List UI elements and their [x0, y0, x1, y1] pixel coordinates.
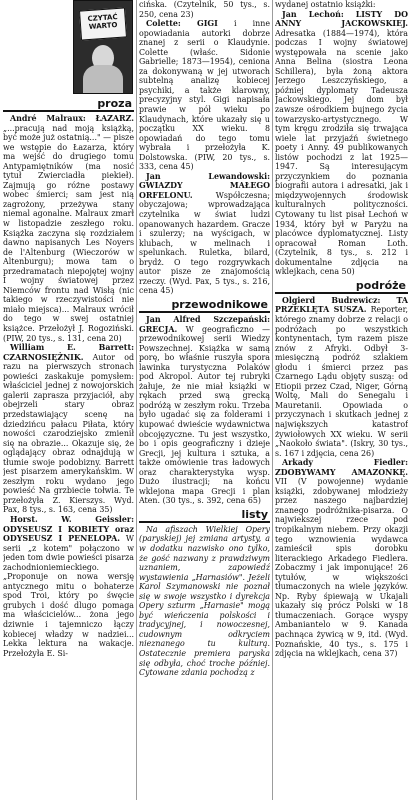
- review-text: Autor od razu na pierwszych stronach powieści zaskakuje pomysłem: właściciel jednej z nowojorskich galerii zaprasza przyjaciół, aby obejrzeli stary obraz przedstawiający scenę na dziedzińcu pałacu Piłata, który nowości czarodziejsko zmienił się na obrazie... Okazuje się, że oglądający obraz odnajdują w tłumie swoje podobizny. Barrett jest pisarzem amerykańskim. W zeszłym roku wydano jego powieść Na grzbiecie tołwia. Te przełożyła Z. Kierszys. Wyd. Pax, 8 tys., s. 163, cena 35): [3, 352, 134, 515]
- column-1: [3, 0, 134, 800]
- book-review: [139, 315, 270, 506]
- czytac-warto-logo: [73, 0, 133, 94]
- review-text: Reporter, którego znamy dobrze z relacji o podróżach po wszystkich kontynentach, tym razem pisze znów z Afryki. Odbył 3-miesięczną podróż szlakiem głodu i śmierci przez pas Czarnego Lądu objęty suszą: od Etiopii przez Czad, Niger, Górną Woltę, Mali do Senegalu i Mauretanii. Opowiada o przyczynach i skutkach jednej z największych katastrof żywiołowych XX wieku. W serii „Naokoło świata". (Iskry, 30 tys., s. 167 i zdjęcia, cena 26): [275, 305, 408, 458]
- review-title: TA PRZEKLĘTA SUSZA.: [275, 295, 408, 315]
- review-text: W serii „z kotem" połączono w jeden tom dwie powieści pisarza zachodnioniemieckiego. „Proponuje on nowa wersję antycznego mitu o bohaterze spod Troi, który po śwęcie grubych i dość dlugo pomaga ma właścicielów... żona jego dziwnie i tajemniczo łączy kobiecej władzy w nadziei... Lekka lektura na wakacje. Przełożyła E. Si-: [3, 534, 134, 658]
- review-author: Arkady Fiedler:: [282, 458, 408, 468]
- review-title: LISTY DO ANNY JACKOWSKIEJ.: [275, 9, 408, 29]
- logo-badge: CZYTAĆ WARTO: [79, 7, 127, 40]
- review-title: GRECJA.: [139, 324, 178, 334]
- review-author: Horst. W. Geissler:: [10, 514, 134, 524]
- review-text: „...pracują nad moją książką, być może już ostatnią..." — pisze we wstępie do Łazarza, który ma wejść do drugiego tomu Antypamiętników (ma nosić tytuł Zwierciadła piekieł). Zajmują go różne postawy wobec śmierci; sam jest nią zagrożony, przeżywa stany niemal agonalne. Malraux zmarł w listopadzie zeszłego roku. Książka zaczyna się rozdziałem dawno napisanych Les Noyers de l'Altenburg (Wieczorów w Altenburgu); mowa tam o przedramatach niepojętej wojny I wojny światowej przez Niemców frontu nad Wisłą (nic takiego w rzeczywistości nie miało miejsca)... Malraux wrócił do tego w swej ostatniej książce. Przełożył J. Rogoziński. (PIW, 20 tys., s. 131, cena 20): [3, 123, 134, 343]
- book-review: [275, 10, 408, 277]
- review-title: GWIAZDY MAŁEGO ORFELONU.: [139, 181, 270, 200]
- review-title: ZDOBYWAMY AMAZONKĘ.: [275, 467, 408, 477]
- section-heading-listy: listy: [139, 508, 270, 523]
- review-author: Olgierd Budrewicz:: [282, 295, 381, 305]
- book-review: [275, 296, 408, 458]
- review-text: Adresatka (1884—1974), która podczas I wojny światowej występowała na scenie jako Anna Belina (siostra Leona Schillera), była żoną aktora Jerzego Leszczyńskiego, a później dyplomaty Tadeusza Jackowskiego. Jej dom był zawsze ośrodkiem bujnego życia towarzysko-artystycznego. W tym kręgu zrodziła się trwająca wiele lat przyjaźń świetnego poety i Anny. 49 publikowanych listów pochodzi z lat 1925—1947. Są interesującym przyczynkiem do poznania biografii autora i adresatki, jak i międzywojennych środowisk kulturalnych polityczności. Cytowany tu list pisał Lechoń w 1934, który był w Paryżu na placówce dyplomatycznej. Listy opracował Roman Loth. (Czytelnik, 8 tys., s. 212 i dokumentalne zdjęcia na wklejkach, cena 50): [275, 28, 408, 277]
- review-text: i inne opowiadania autorki dobrze znanej z serii o Klaudynie. Colette (właśc. Sidonie Gabrielle; 1873—1954), ceniona za dokonywaną w jej utworach subtelną analizę kobiecej psychiki, a także klarowny, precyzyjny styl. Gigi napisała prawie w pół wieku po Klaudynach, które ukazały się u początku XX wieku. 8 opowiadań do tego tomu wybrała i przełożyła K. Dolstowska. (PIW, 20 tys., s. 333, cena 45): [139, 19, 270, 172]
- book-review-intro: Na afiszach Wielkiej Opery (paryskiej) jej zmiana artysty, a w dodatku nazwisko ono tylko, że gość nazwany z prawdziwym uznaniem, zapowiedź wystawienia „Harnasiów". Jeżeli Karol Szymanowski nie poznał się w swoje wszystko i dyrekcja Opery szturm „Harnasie" mogą być wieńczenia polskości i tradycyjnej, i nowoczesnej, cudownym odkryciem nieznanego tu kulturą. Ostatecznie premiera paryska się odbyła, choć troche później. Cytowane zdania pochodzą z: [139, 524, 270, 678]
- review-author: Jan Lewandowski:: [146, 171, 270, 181]
- book-review: [3, 515, 134, 658]
- column-divider: [136, 0, 137, 800]
- column-3: [275, 0, 408, 800]
- review-title: ŁAZARZ.: [95, 114, 134, 123]
- review-title: GIGI: [196, 19, 218, 29]
- section-heading-proza: proza: [3, 97, 134, 112]
- section-heading-przewodnikowe: przewodnikowe: [139, 298, 270, 313]
- review-text: W geograficzno — przewodnikowej serii Wiedzy Powszechnej. Książka w samą porę, bo właśnie ruszyła spora lawinka turystyczna Polaków pod Akropol. Autor tej rubryki żałuje, że nie miał książki w rękach przed swą grecką podróżą w zeszłym roku. Trzeba było ugadać się za folderami i kupować dwieście wydawnictwa obcojęzyczne. Tu jest wszystko, bo i opis geograficzny i dzieje Grecji, jej kultura i sztuka, a także omówienie tras ładowych oraz charakterystyka wysp. Dużo ilustracji; na końcu wklejona mapa Grecji i plan Aten. (30 tys., s. 392, cena 65): [139, 324, 270, 506]
- review-title: CZARNOSIĘŻNIK.: [3, 352, 84, 362]
- review-title: ODYSEUSZ I KOBIETY oraz ODYSEUSZ I PENELOPA.: [3, 524, 134, 544]
- book-review-continuation: cińska. (Czytelnik, 50 tys., s. 250, cena 23): [139, 0, 270, 19]
- book-review: [3, 343, 134, 515]
- review-author: Colette:: [146, 19, 181, 29]
- book-review: [139, 172, 270, 296]
- book-review: [275, 458, 408, 658]
- review-author: Jan Lechoń:: [282, 9, 344, 19]
- review-author: André Malraux:: [10, 114, 86, 123]
- column-divider: [272, 0, 273, 800]
- book-review-continuation: wydanej ostatnio książki:: [275, 0, 376, 9]
- reader-figure-body: [83, 65, 123, 94]
- book-review: [3, 114, 134, 343]
- review-author: William E. Barrett:: [10, 343, 134, 353]
- review-text: VII (V powojenne) wydanie książki, zdobywanej młodzieży przez naszego najbardziej znanego podróżnika-pisarza. O najwiekszej rzece pod tropikalnym niebem. Przy okazji tego wznowienia wydawca zamieścił spis dorobku literackiego Arkadego Fiedlera. Zobaczmy i jak imponujące! 26 tytułów, w większości tłumaczonych na wiele języków. Np. Ryby śpiewają w Ukajali ukazały się prócz Polski w 18 tłumaczeniach. Gorące wyspy Ambaniantelo w 9. Kanada pachnąca żywicą w 9, itd. (Wyd. Poznańskie, 40 tys., s. 175 i zdjęcia na wklejkach, cena 37): [275, 477, 408, 659]
- section-heading-podroze: podróże: [275, 279, 408, 294]
- book-review: [139, 19, 270, 172]
- column-2: [139, 0, 270, 800]
- review-author: Jan Alfred Szczepański:: [146, 314, 270, 324]
- review-text: Współczesna; obyczajowa; wprowadzająca czytelnika w świat ludzi opanowanych hazardem. Gracze i szulerzy; na wyścigach, w klubach, w melinach i spelunkach. Ruletka, bilard, brydż. O tego rozgrywkach autor pisze ze znajomością rzeczy. (Wyd. Pax, 5 tys., s. 216, cena 45): [139, 190, 270, 296]
